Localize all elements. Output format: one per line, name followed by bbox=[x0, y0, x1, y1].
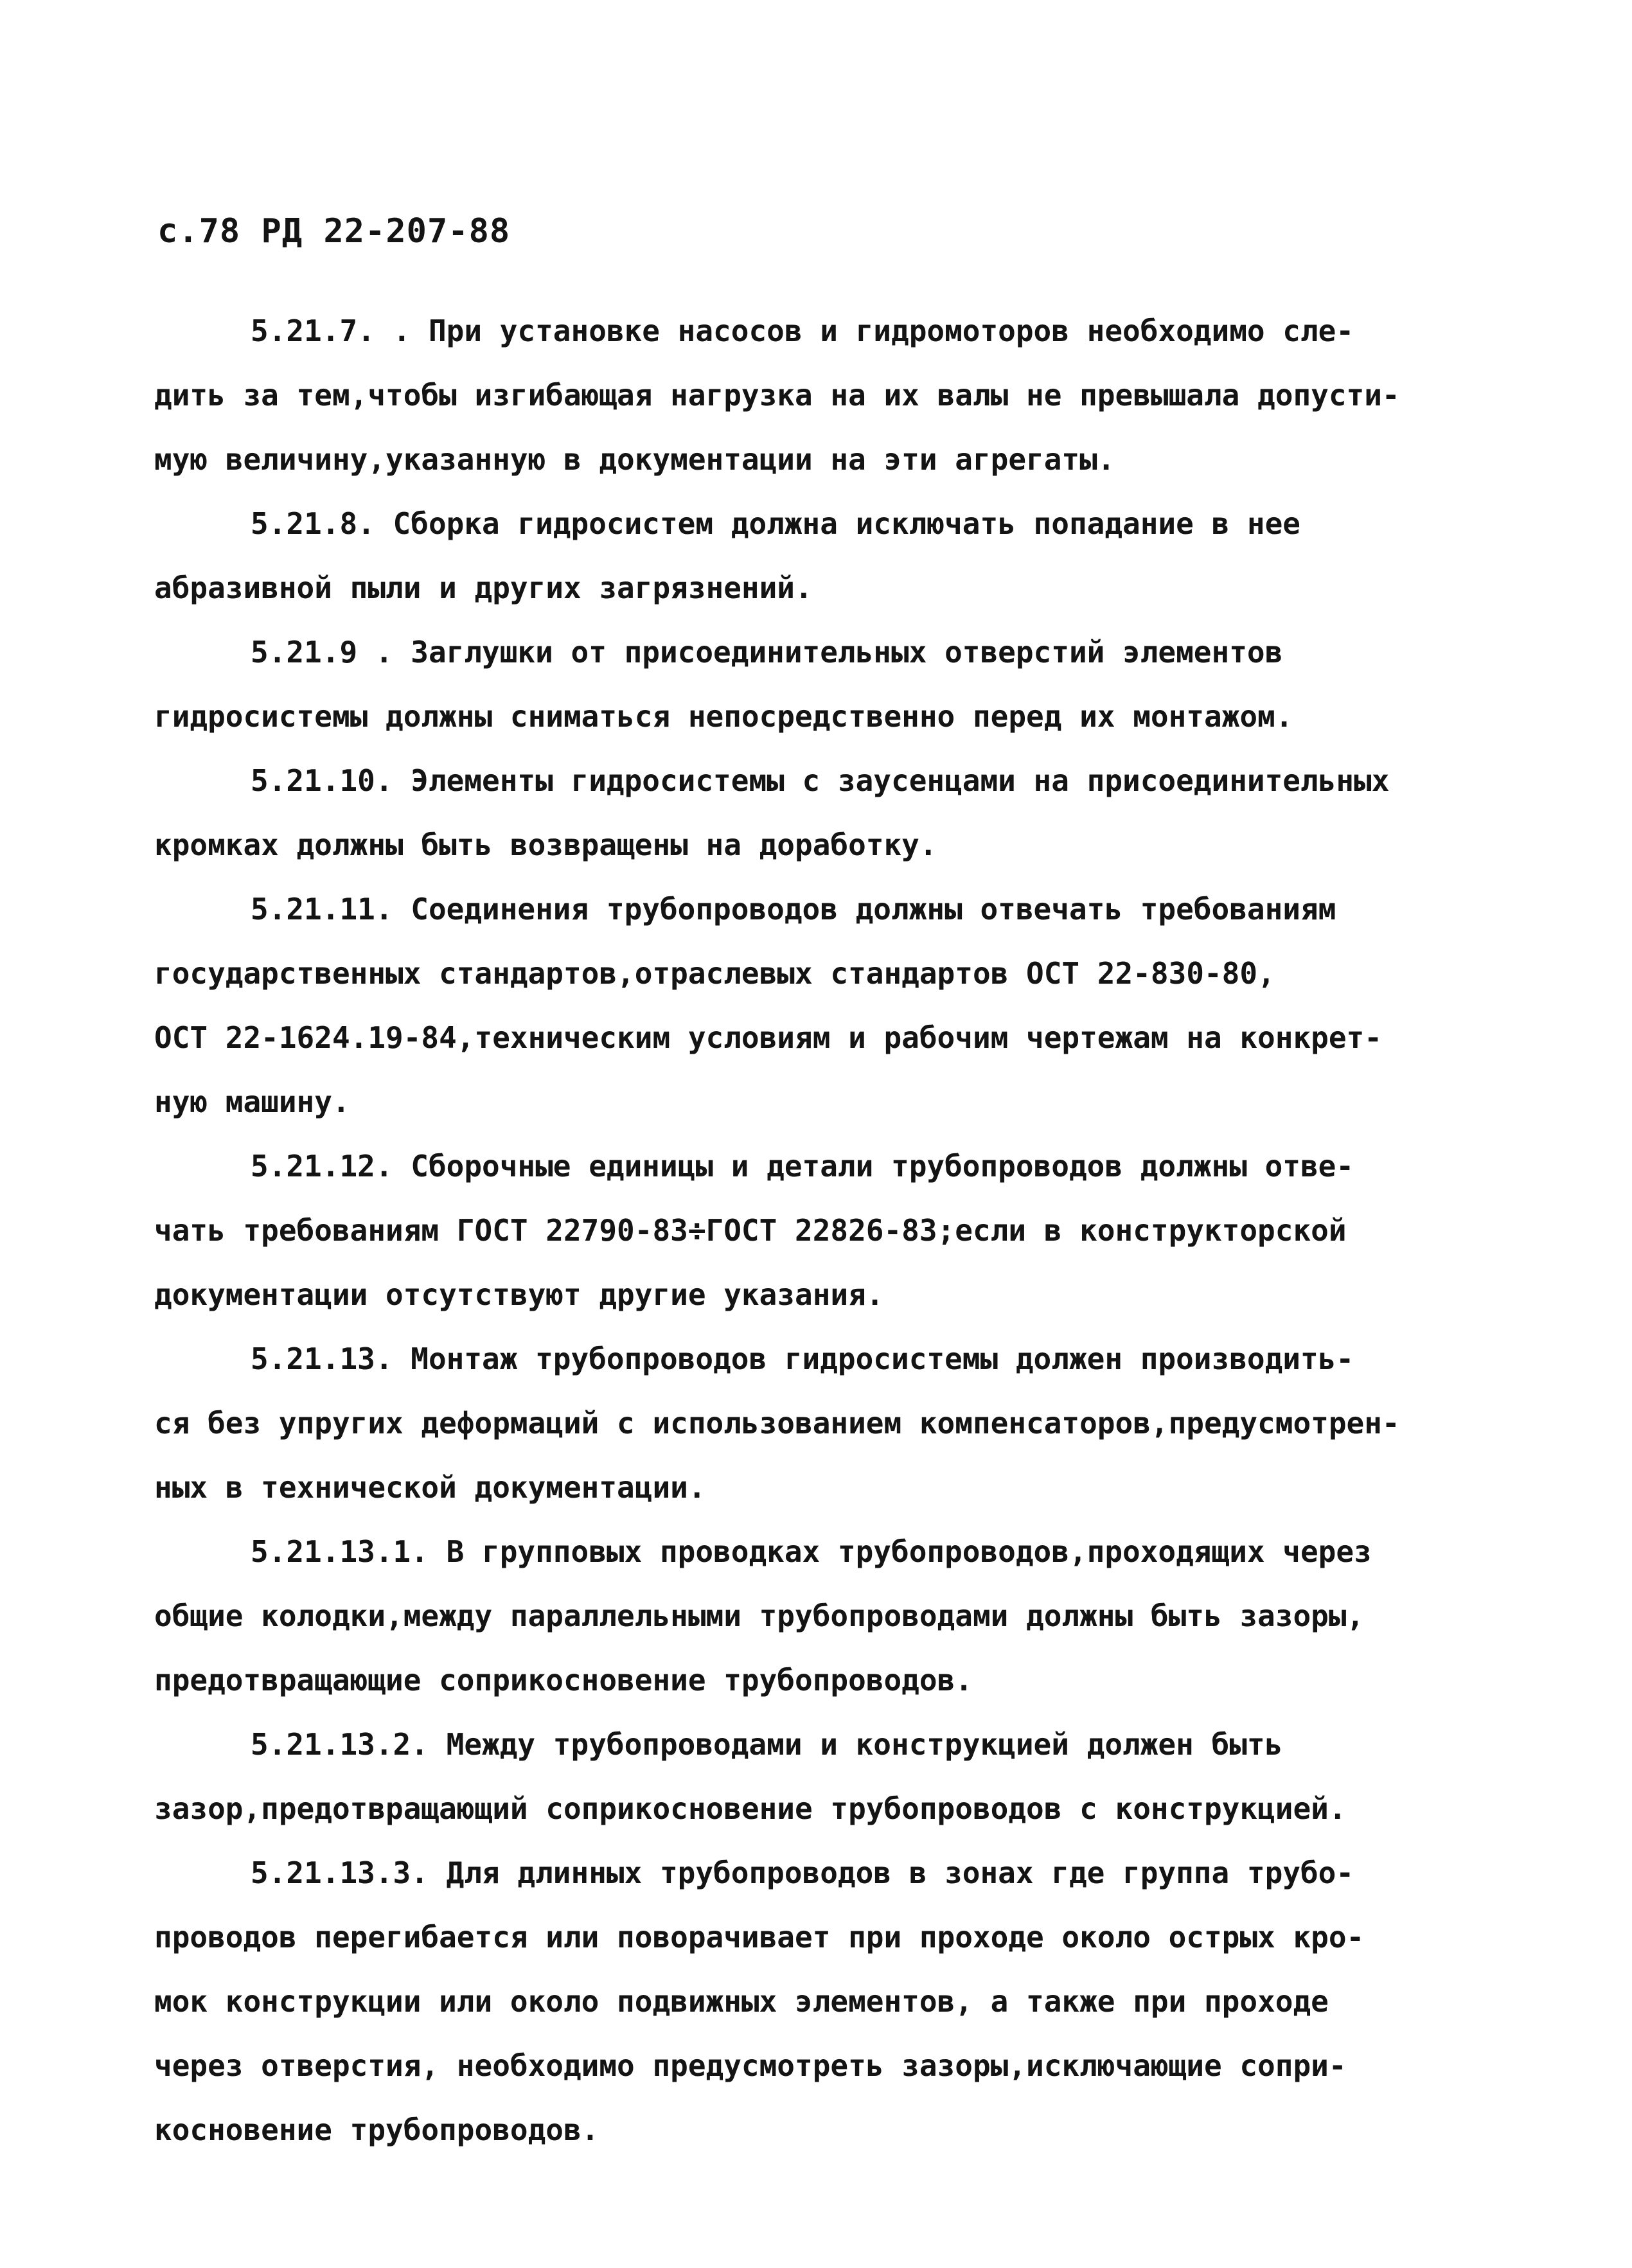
text-line: документации отсутствуют другие указания. bbox=[154, 1277, 884, 1312]
document-body bbox=[154, 299, 1516, 2162]
text-line: через отверстия, необходимо предусмотреть зазоры,исключающие сопри- bbox=[154, 2048, 1347, 2083]
paragraph-5-21-13-1 bbox=[154, 1519, 1516, 1712]
text-line: 5.21.8. Сборка гидросистем должна исключать попадание в нее bbox=[251, 506, 1300, 541]
paragraph-5-21-12 bbox=[154, 1134, 1516, 1327]
paragraph-5-21-7 bbox=[154, 299, 1516, 492]
text-line: ОСТ 22-1624.19-84,техническим условиям и рабочим чертежам на конкрет- bbox=[154, 1020, 1382, 1055]
text-line: ных в технической документации. bbox=[154, 1470, 706, 1505]
text-line: чать требованиям ГОСТ 22790-83÷ГОСТ 22826-83;если в конструкторской bbox=[154, 1213, 1347, 1248]
text-line: дить за тем,чтобы изгибающая нагрузка на их валы не превышала допусти- bbox=[154, 378, 1400, 412]
text-line: абразивной пыли и других загрязнений. bbox=[154, 571, 813, 605]
text-line: 5.21.9 . Заглушки от присоединительных отверстий элементов bbox=[251, 635, 1283, 669]
page-header-reference: с.78 РД 22-207-88 bbox=[157, 212, 511, 251]
paragraph-5-21-11 bbox=[154, 877, 1516, 1134]
text-line: 5.21.12. Сборочные единицы и детали трубопроводов должны отве- bbox=[251, 1149, 1354, 1183]
text-line: ную машину. bbox=[154, 1085, 350, 1119]
text-line: зазор,предотвращающий соприкосновение трубопроводов с конструкцией. bbox=[154, 1791, 1347, 1826]
text-line: государственных стандартов,отраслевых стандартов ОСТ 22-830-80, bbox=[154, 956, 1275, 991]
paragraph-5-21-13-2 bbox=[154, 1712, 1516, 1841]
text-line: гидросистемы должны сниматься непосредственно перед их монтажом. bbox=[154, 699, 1293, 734]
text-line: 5.21.13.2. Между трубопроводами и конструкцией должен быть bbox=[251, 1727, 1283, 1762]
paragraph-5-21-13-3 bbox=[154, 1841, 1516, 2162]
paragraph-5-21-10 bbox=[154, 749, 1516, 877]
text-line: 5.21.10. Элементы гидросистемы с заусенцами на присоединительных bbox=[251, 763, 1390, 798]
text-line: 5.21.13.1. В групповых проводках трубопроводов,проходящих через bbox=[251, 1534, 1372, 1569]
text-line: косновение трубопроводов. bbox=[154, 2113, 599, 2147]
text-line: проводов перегибается или поворачивает при проходе около острых кро- bbox=[154, 1920, 1365, 1954]
text-line: 5.21.13.3. Для длинных трубопроводов в зонах где группа трубо- bbox=[251, 1856, 1354, 1890]
text-line: мок конструкции или около подвижных элементов, а также при проходе bbox=[154, 1984, 1329, 2019]
text-line: кромках должны быть возвращены на доработку. bbox=[154, 828, 937, 862]
text-line: общие колодки,между параллельными трубопроводами должны быть зазоры, bbox=[154, 1599, 1365, 1633]
paragraph-5-21-8 bbox=[154, 492, 1516, 620]
text-line: 5.21.13. Монтаж трубопроводов гидросистемы должен производить- bbox=[251, 1342, 1354, 1376]
text-line: 5.21.7. . При установке насосов и гидромоторов необходимо сле- bbox=[251, 314, 1354, 348]
text-line: предотвращающие соприкосновение трубопроводов. bbox=[154, 1663, 973, 1697]
text-line: 5.21.11. Соединения трубопроводов должны отвечать требованиям bbox=[251, 892, 1336, 926]
paragraph-5-21-13 bbox=[154, 1327, 1516, 1519]
paragraph-5-21-9 bbox=[154, 620, 1516, 749]
text-line: мую величину,указанную в документации на эти агрегаты. bbox=[154, 442, 1115, 477]
text-line: ся без упругих деформаций с использованием компенсаторов,предусмотрен- bbox=[154, 1406, 1400, 1440]
